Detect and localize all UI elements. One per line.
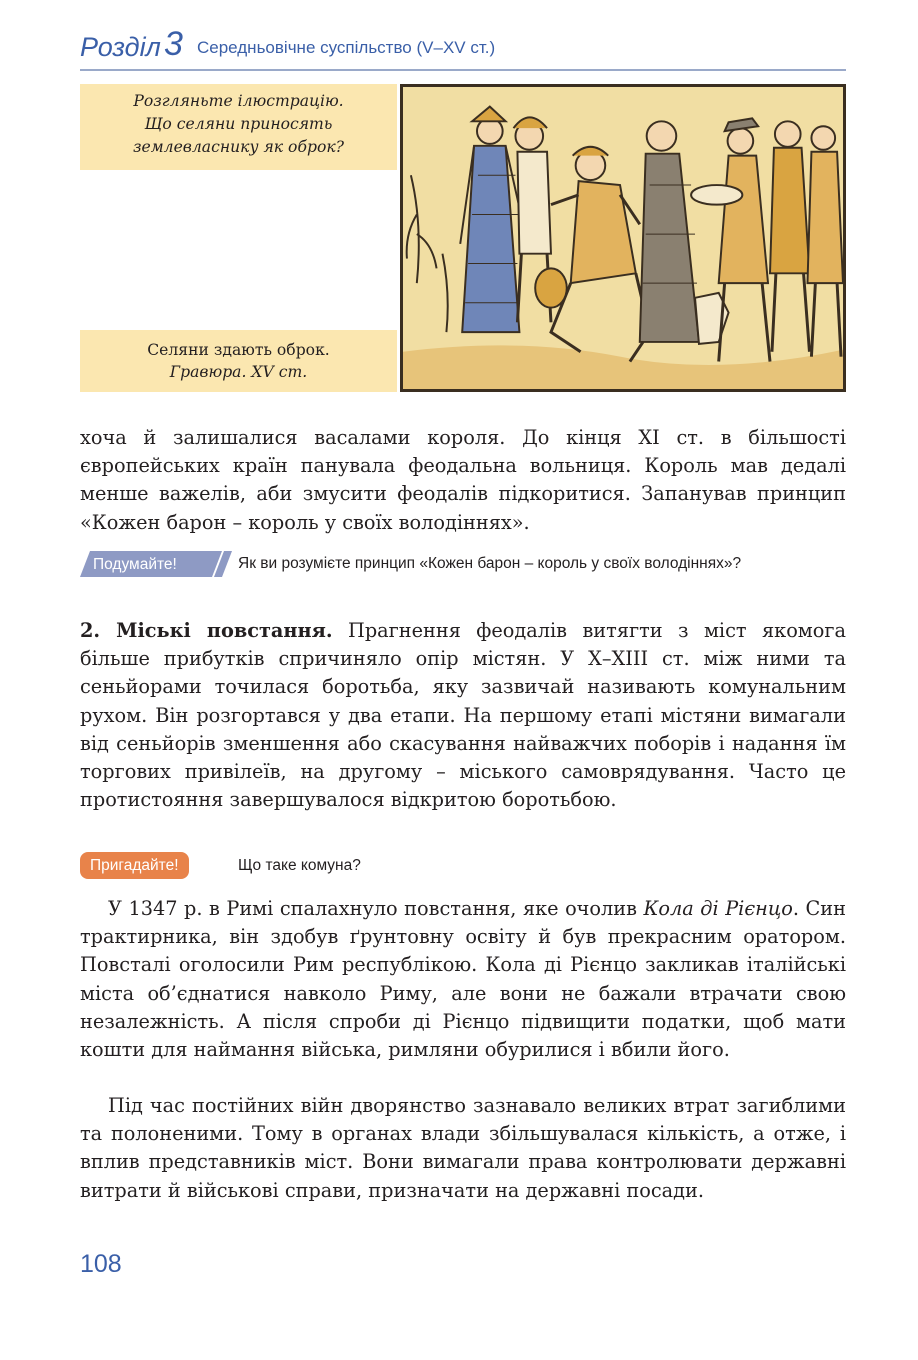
section-heading: 2. Міські повстання. bbox=[80, 619, 333, 642]
think-badge-label: Подумайте! bbox=[93, 556, 177, 573]
header-divider bbox=[80, 69, 846, 71]
paragraph-feudal-freedom: хоча й залишалися васалами короля. До кінця XI ст. в більшості європейських країн панувала феодальна вольниця. Король мав дедалі менше важелів, аби змусити феодалів підкоритися. Запанував принцип «Кожен барон – король у своїх володіннях». bbox=[80, 426, 846, 534]
section-urban-uprisings bbox=[80, 617, 846, 814]
rienzo-name: Кола ді Рієнцо bbox=[643, 897, 793, 920]
section-body: Прагнення феодалів витягти з міст якомога більше прибутків спричиняло опір містян. У X–XIII ст. між ними та сеньйорами точилася боротьба, яку зазвичай називають комунальним рухом. Він розгортався у два етапи. На першому етапі містяни вимагали від сеньйорів зменшення або скасування найважчих поборів і надання їм торгових привілеїв, на другому – міського самоврядування. Часто це протистояння завершувалося відкритою боротьбою. bbox=[80, 619, 847, 812]
medieval-engraving-image bbox=[400, 84, 846, 392]
remember-badge: Пригадайте! bbox=[80, 852, 189, 879]
remember-question: Що таке комуна? bbox=[238, 857, 361, 874]
illustration-caption bbox=[80, 330, 397, 392]
remember-note bbox=[80, 852, 846, 880]
think-badge bbox=[80, 551, 230, 577]
prompt-line: Розгляньте ілюстрацію. bbox=[133, 92, 344, 110]
prompt-line: землевласнику як оброк? bbox=[132, 138, 345, 156]
paragraph-nobility-losses: Під час постійних війн дворянство зазнавало великих втрат загиблими та полоненими. Тому в органах влади збільшувалася кількість, а отже, і вплив представників міст. Вони вимагали права контролювати державні витрати й військові справи, призначати на державні посади. bbox=[80, 1094, 846, 1202]
engraving-drawing bbox=[403, 87, 843, 389]
chapter-title: Середньовічне суспільство (V–XV ст.) bbox=[197, 38, 496, 57]
page-number: 108 bbox=[80, 1250, 122, 1278]
think-question: Як ви розумієте принцип «Кожен барон – король у своїх володіннях»? bbox=[238, 555, 742, 572]
prompt-line: Що селяни приносять bbox=[144, 115, 333, 133]
paragraph-rienzo bbox=[80, 895, 846, 1064]
rienzo-body: . Син трактирника, він здобув ґрунтовну освіту й був прекрасним оратором. Повсталі оголосили Рим республікою. Кола ді Рієнцо закликав італійські міста об’єднатися навколо Риму, але вони не бажали втрачати свою незалежність. А після спроби ді Рієнцо підвищити податки, щоб мати кошти для наймання війська, римляни обурилися і вбили його. bbox=[80, 897, 846, 1062]
illustration-prompt bbox=[80, 84, 397, 170]
chapter-number: 3 bbox=[164, 25, 183, 63]
caption-title: Селяни здають оброк. bbox=[147, 341, 330, 359]
rienzo-intro: У 1347 р. в Римі спалахнуло повстання, яке очолив bbox=[108, 897, 644, 920]
caption-source: Гравюра. XV ст. bbox=[169, 363, 308, 381]
chapter-label: Розділ bbox=[80, 32, 161, 62]
page-header bbox=[80, 24, 846, 70]
think-note bbox=[80, 551, 846, 599]
